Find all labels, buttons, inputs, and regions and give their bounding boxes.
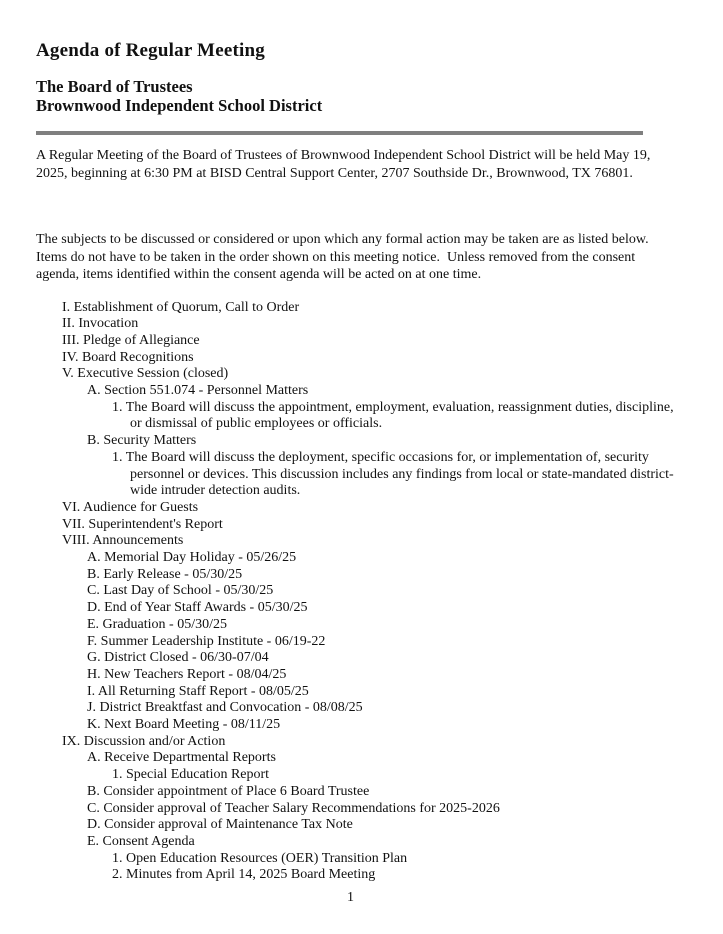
agenda-item: IX. Discussion and/or Action [62, 733, 226, 749]
agenda-item: C. Last Day of School - 05/30/25 [87, 583, 274, 599]
document-title: Agenda of Regular Meeting [36, 40, 265, 61]
agenda-list [36, 300, 676, 885]
agenda-item: A. Memorial Day Holiday - 05/26/25 [87, 550, 297, 566]
agenda-item: I. Establishment of Quorum, Call to Order [62, 299, 300, 315]
subtitle-district-name: Brownwood Independent School District [36, 95, 323, 115]
agenda-item: III. Pledge of Allegiance [62, 332, 200, 348]
agenda-item: J. District Breaktfast and Convocation - 08/08/25 [87, 700, 363, 716]
agenda-item: E. Graduation - 05/30/25 [87, 616, 227, 632]
agenda-item: 2. Minutes from April 14, 2025 Board Meeting [112, 867, 376, 883]
agenda-item: IV. Board Recognitions [62, 349, 194, 365]
agenda-item: 1. Special Education Report [112, 767, 270, 783]
agenda-item: VI. Audience for Guests [62, 499, 199, 515]
meeting-details-paragraph: A Regular Meeting of the Board of Trustees of Brownwood Independent School District will be held May 19, 2025, beginning at 6:30 PM at BISD Central Support Center, 2707 Southside Dr., Brownwood, TX 76801. [36, 148, 654, 181]
agenda-item: H. New Teachers Report - 08/04/25 [87, 666, 287, 682]
agenda-item: F. Summer Leadership Institute - 06/19-22 [87, 633, 326, 649]
agenda-item: 1. The Board will discuss the deployment, specific occasions for, or implementation of, security personnel or devices. This discussion includes any findings from local or state-mandated district-wide intruder detection audits. [112, 449, 674, 499]
agenda-item: G. District Closed - 06/30-07/04 [87, 650, 269, 666]
agenda-item: B. Early Release - 05/30/25 [87, 566, 243, 582]
agenda-item: VII. Superintendent's Report [62, 516, 223, 532]
agenda-item: V. Executive Session (closed) [62, 366, 229, 382]
document-subtitle [36, 78, 676, 115]
subjects-notice-paragraph: The subjects to be discussed or considered or upon which any formal action may be taken are as listed below. Items do not have to be taken in the order shown on this meeting notice. Unless removed from the consent agenda, items identified within the consent agenda will be acted on at one time. [36, 232, 653, 282]
header-divider [36, 131, 643, 135]
agenda-item: I. All Returning Staff Report - 08/05/25 [87, 683, 309, 699]
agenda-item: D. End of Year Staff Awards - 05/30/25 [87, 600, 308, 616]
agenda-item: E. Consent Agenda [87, 834, 195, 849]
agenda-item: II. Invocation [62, 316, 139, 332]
agenda-item: B. Security Matters [87, 433, 197, 449]
agenda-item: B. Consider appointment of Place 6 Board Trustee [87, 783, 370, 799]
agenda-item: C. Consider approval of Teacher Salary Recommendations for 2025-2026 [87, 800, 500, 816]
agenda-item: A. Section 551.074 - Personnel Matters [87, 383, 309, 399]
subtitle-board-of-trustees: The Board of Trustees [36, 77, 193, 96]
agenda-item: VIII. Announcements [62, 533, 184, 549]
agenda-item: D. Consider approval of Maintenance Tax Note [87, 817, 353, 833]
agenda-item: 1. Open Education Resources (OER) Transition Plan [112, 850, 408, 866]
page-number: 1 [347, 890, 354, 906]
agenda-item: A. Receive Departmental Reports [87, 750, 276, 766]
agenda-item: K. Next Board Meeting - 08/11/25 [87, 717, 281, 733]
agenda-item: 1. The Board will discuss the appointment, employment, evaluation, reassignment duties, discipline, or dismissal of public employees or officials. [112, 399, 678, 432]
